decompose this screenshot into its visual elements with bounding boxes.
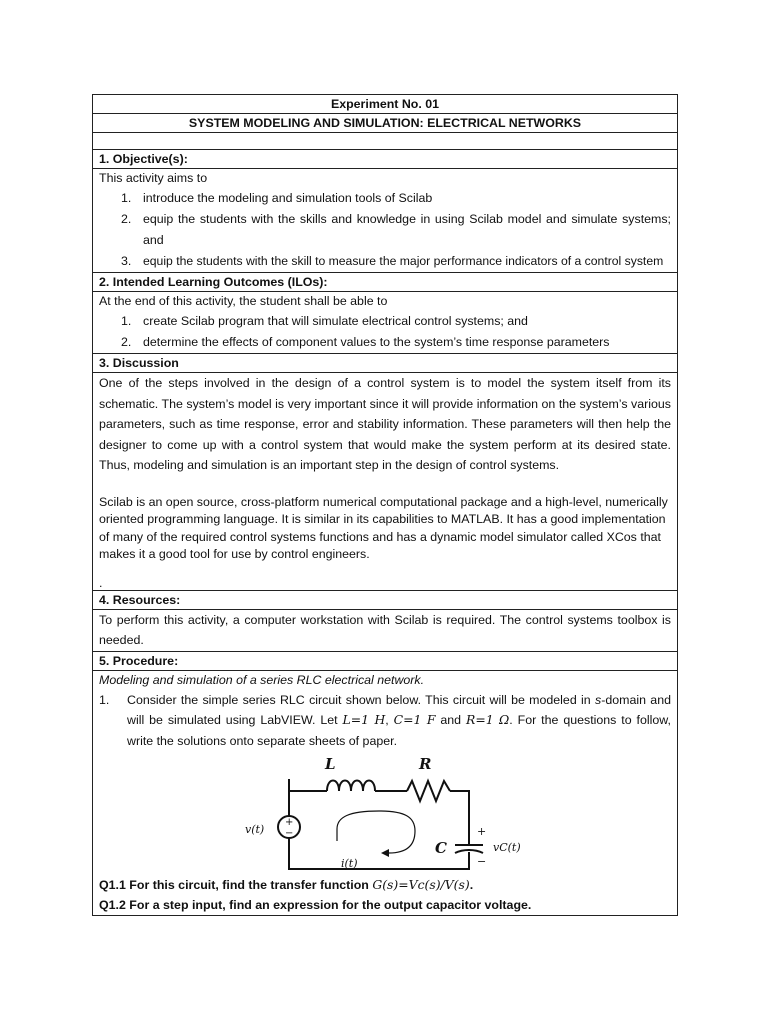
list-item: 1. create Scilab program that will simulate electrical control systems; and	[121, 314, 528, 328]
experiment-title	[93, 114, 677, 133]
procedure-heading: 5. Procedure:	[93, 652, 677, 671]
objectives-list	[99, 188, 671, 272]
objectives-section	[93, 150, 677, 273]
resources-section	[93, 591, 677, 652]
list-item: 3. equip the students with the skill to measure the major performance indicators of a control system	[121, 254, 664, 268]
question-1-2: Q1.2 For a step input, find an expression for the output capacitor voltage.	[99, 898, 532, 912]
experiment-number-text: Experiment No. 01	[330, 97, 440, 111]
source-voltage-label: v(t)	[245, 823, 265, 836]
current-label: i(t)	[341, 857, 358, 870]
ilos-intro: At the end of this activity, the student shall be able to	[99, 294, 388, 308]
objectives-heading: 1. Objective(s):	[93, 150, 677, 169]
ilos-heading: 2. Intended Learning Outcomes (ILOs):	[93, 273, 677, 292]
discussion-section	[93, 354, 677, 591]
ilos-section	[93, 273, 677, 354]
procedure-step-1: 1. Consider the simple series RLC circuit shown below. This circuit will be modeled in s-domain and will be simulated using LabVIEW. Let L=1 H, C=1 F and R=1 Ω. For the questions to follow, write the solutions onto separate sheets of paper.	[99, 692, 671, 748]
resistor-symbol	[407, 781, 450, 801]
capacitor-minus: −	[477, 855, 487, 868]
source-plus: +	[285, 817, 294, 828]
rlc-circuit-diagram	[229, 755, 549, 873]
objectives-intro: This activity aims to	[99, 171, 208, 185]
discussion-dot: .	[99, 575, 103, 590]
ilos-list	[99, 311, 671, 353]
experiment-number	[93, 95, 677, 114]
circuit-wire	[289, 779, 327, 791]
inductor-label: L	[325, 755, 336, 773]
experiment-title-text: SYSTEM MODELING AND SIMULATION: ELECTRICAL NETWORKS	[188, 116, 582, 130]
question-1-1: Q1.1 For this circuit, find the transfer function G(s)=Vc(s)/V(s).	[99, 877, 474, 892]
capacitor-label: C	[435, 839, 447, 857]
blank-row	[93, 133, 677, 150]
list-item: 1. introduce the modeling and simulation tools of Scilab	[121, 191, 433, 205]
procedure-section	[93, 652, 677, 916]
resources-heading: 4. Resources:	[93, 591, 677, 610]
arrowhead-icon	[381, 849, 389, 857]
list-item: 2. determine the effects of component values to the system’s time response parameters	[121, 335, 610, 349]
capacitor-voltage-label: vC(t)	[493, 841, 521, 854]
discussion-heading: 3. Discussion	[93, 354, 677, 373]
procedure-subtitle: Modeling and simulation of a series RLC electrical network.	[99, 672, 425, 687]
experiment-sheet	[92, 94, 678, 916]
capacitor-plus: +	[477, 825, 487, 838]
circuit-wire	[450, 791, 469, 845]
list-item: 2. equip the students with the skills and knowledge in using Scilab model and simulate systems; and	[121, 212, 671, 247]
source-minus: −	[285, 828, 294, 839]
resources-text: To perform this activity, a computer workstation with Scilab is required. The control systems toolbox is needed.	[99, 612, 671, 647]
resistor-label: R	[419, 755, 432, 773]
current-loop-arrow	[337, 811, 415, 853]
discussion-paragraph-2: Scilab is an open source, cross-platform numerical computational package and a high-level, numerically oriented programming language. It is similar in its capabilities to MATLAB. It has a good implementation of many of the required control systems functions and has a dynamic model simulator called XCos that makes it a good tool for use by control engineers.	[99, 494, 668, 561]
inductor-symbol	[327, 781, 375, 792]
discussion-paragraph-1: One of the steps involved in the design of a control system is to model the system itself from its schematic. The system’s model is very important since it will provide information on the system’s various parameters, such as time response, error and stability information. These parameters will then help the designer to come up with a control system that would make the system perform at its desired state. Thus, modeling and simulation is an important step in the design of control systems.	[99, 376, 671, 472]
